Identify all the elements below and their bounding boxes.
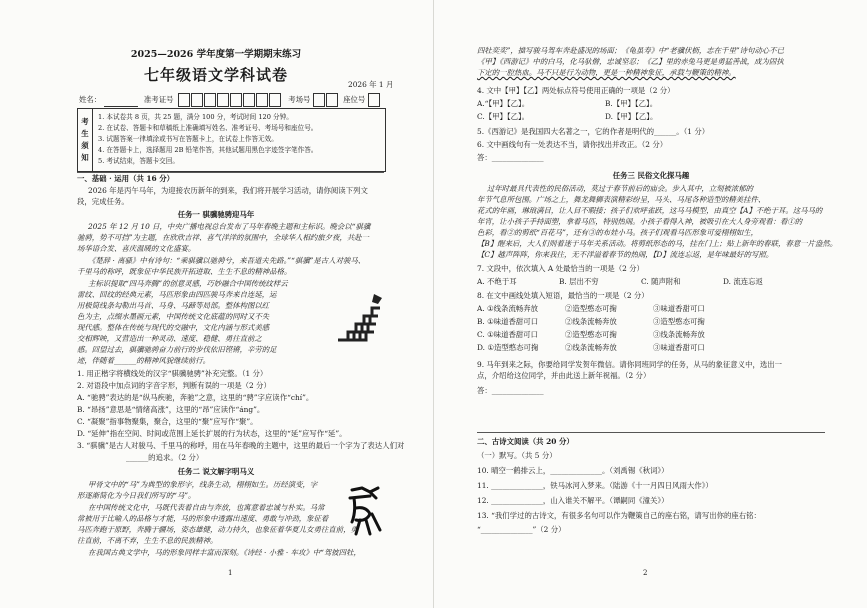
question-13[interactable]: “______________”（2 分）	[477, 525, 566, 534]
q2-option: C. “凝聚”指事物聚集，聚合，这里的“聚”应写作“聚”。	[77, 417, 258, 426]
q2-option: A. “驰骋”表达的是“纵马疾驰，奔驰”之意，这里的“骋”字应读作“chí”。	[77, 393, 314, 402]
intro-line: 段，完成任务。	[77, 197, 129, 206]
q8-option: D. ①造型憨态可掬	[477, 343, 539, 352]
paragraph-line: 主标识提取“四马奔腾”的创意灵感，巧妙融合中国传统纹样云	[88, 279, 288, 288]
answer-line[interactable]: 答：______________	[477, 153, 544, 162]
section-2-heading: 二、古诗文阅读（共 20 分）	[477, 437, 574, 446]
exam-title: 七年级语文学科试卷	[143, 66, 288, 84]
question-13: 13. “我们学过的古诗文，有很多名句可以作为鞭策自己的座右铭，请写出你的座右铭：	[477, 511, 761, 520]
paragraph-line: 2025 年 12 月 10 日，中央广播电视总台发布了马年春晚主题和主标识。晚会以“骐骥	[88, 222, 371, 231]
paragraph-line: 往直前，不离不弃，生生不息的民族精神。	[77, 536, 218, 545]
q8-option: A. ①线条流畅奔放	[477, 304, 539, 313]
q4-option: D.【甲】【乙】。	[605, 112, 658, 121]
paragraph-line: 现代感。整体在传统与现代的交融中，文化内涵与形式美感	[77, 323, 270, 332]
paragraph-line: 驰骋，势不可挡”为主题，在欣欣吉祥、喜气洋洋的氛围中，全球华人相约旅夕夜，共赴一	[77, 233, 370, 242]
notice-item: 4. 在答题卡上，选择题用 2B 铅笔作答，其他试题用黑色字迹签字笔作答。	[98, 146, 318, 154]
paragraph-line: 年节气息所包围。广场之上，舞龙舞狮表演精彩纷呈，马头、马尾各种造型的精美挂件、	[477, 195, 766, 204]
q2-option: B. “昂扬”意思是“情绪高涨”，这里的“昂”应读作“áng”。	[77, 405, 265, 414]
task-1-heading: 任务一 骐骥驰骋迎马年	[177, 210, 255, 219]
paragraph-line: 色为主，点缀水墨画元素，中国传统文化底蕴的同时又不失	[77, 312, 270, 321]
q4-option: B.【甲】【乙】。	[605, 99, 658, 108]
q4-option: C.【甲】【乙】。	[477, 112, 530, 121]
paragraph-line: 花式的年画，琳琅满目，让人目不暇接；孩子们欢呼雀跃，这马马模型，由真空【A】不绝于耳。这马马的	[477, 206, 823, 215]
q8-option: ③味道香甜可口	[653, 304, 705, 313]
page-right	[435, 0, 867, 608]
question-5: 5.《西游记》是我国四大名著之一，它的作者是明代的______。（1 分）	[477, 127, 710, 136]
question-10: 10. 晴空一鹤排云上，______________。（刘禹锡《秋词》）	[477, 466, 669, 475]
exam-notice	[77, 108, 386, 172]
notice-item: 3. 试题答案一律填涂或书写在答题卡上，在试卷上作答无效。	[98, 135, 278, 143]
room-label: 考场号	[288, 95, 311, 104]
year-title: 2025—2026 学年度第一学期期末练习	[130, 49, 302, 60]
q7-option: B. 层出不穷	[559, 277, 599, 286]
q8-option: C. ①味道香甜可口	[477, 330, 539, 339]
q8-option: ②造型憨态可掬	[565, 304, 617, 313]
q8-option: B. ①味道香甜可口	[477, 317, 539, 326]
question-6: 6. 文中画线句有一处表达不当，请你找出并改正。（2 分）	[477, 140, 668, 149]
question-7: 7. 文段中，依次填入 A 处最恰当的一项是（2 分）	[477, 264, 644, 273]
oracle-horse-icon	[346, 484, 382, 540]
section-1-heading: 一、基础 · 运用（共 16 分）	[77, 174, 175, 183]
exam-date: 2026 年 1 月	[348, 80, 394, 89]
underlined-sentence: 下定的一腔热血。马不只是行为动物，更是一种精神象征，承载与鞭策的精神。	[477, 68, 736, 77]
paragraph-line: 感。回望过去，骐骥驰骋奋力前行的步伐依旧铿锵，辛劳的足	[77, 345, 277, 354]
q7-option: D. 流连忘返	[723, 277, 763, 286]
paragraph-line: 色彩，看②的剪纸“百花马”，还有③的布娃小马。孩子们观看马匹形象可爱栩栩如生，	[477, 228, 759, 237]
page-divider	[433, 0, 434, 608]
name-field[interactable]	[104, 97, 138, 107]
question-8: 8. 在文中画线处填入短语，最恰当的一项是（2 分）	[477, 291, 649, 300]
q8-option: ②线条流畅奔放	[565, 317, 617, 326]
task-3-heading: 任务三 民俗文化探马趣	[612, 171, 690, 180]
sub-section-heading: （一）默写。（共 5 分）	[477, 451, 557, 460]
paragraph-line: 雷纹、回纹的经典元素，马匹形象由四匹骏马奔来自连延，运	[77, 290, 277, 299]
page-number: 2	[643, 569, 648, 577]
question-9: 点，介绍给这位同学，并由此送上新年祝福。（2 分）	[477, 371, 651, 380]
q8-option: ③线条流畅奔放	[653, 330, 705, 339]
q2-option: D. “延伸”指在空间、时间或范围上延长扩展的行为状态，这里的“延”应写作“延”。	[77, 429, 347, 438]
paragraph-line: 千里马的称呼，既象征中华民族开拓进取、生生不息的精神品格。	[77, 267, 292, 276]
notice-head	[78, 109, 93, 171]
room-boxes[interactable]	[313, 95, 339, 104]
question-11: 11. ______________，铁马冰河入梦来。（陆游《十一月四日风雨大作》）	[477, 481, 713, 490]
paragraph-line: 马匹奔跑于原野，奔腾于疆场，姿态雄健，动力持久，也象征着华夏儿女勇往直前，勇	[77, 525, 358, 534]
q4-option: A.“【甲】【乙】。	[477, 99, 530, 108]
paragraph-line: 《楚辞 · 离骚》中有诗句：“乘骐骥以驰骋兮，来吾道夫先路。”“骐骥”是古人对骏马、	[88, 256, 366, 265]
exam-no-label: 准考证号	[143, 95, 174, 104]
paragraph-line: 过年时最具代表性的民俗活动，莫过于春节前后的庙会。步入其中，立刻被浓郁的	[487, 184, 754, 193]
paragraph-line: 常被用于比喻人的品格与才能，马的形象中透露出速度、勇敢与冲劲，象征着	[77, 514, 329, 523]
q7-option: C. 随声附和	[641, 277, 681, 286]
q8-option: ③造型憨态可掬	[653, 317, 705, 326]
question-1: 1. 用正楷字将横线处的汉字“骐骥驰骋”补充完整。（1 分）	[77, 369, 268, 378]
paragraph-line: 在我国古典文学中，马的形象同样丰富而深刻。《诗经 · 小雅 · 车攻》中“驾彼四牡，	[88, 548, 361, 557]
paragraph-line: 场华语合发、喜庆温暖的文化盛宴。	[77, 244, 196, 253]
notice-item: 5. 考试结束，答题卡交回。	[98, 157, 179, 165]
question-12: 12. ______________，山入谁关不解平。（谭嗣同《潼关》）	[477, 496, 669, 505]
notice-item: 1. 本试卷共 8 页，共 25 题，满分 100 分，考试时间 120 分钟。	[98, 113, 293, 121]
q8-option: ③味道香甜可口	[653, 343, 705, 352]
q8-option: ②线条流畅奔放	[565, 343, 617, 352]
question-4: 4. 文中【甲】【乙】两处标点符号使用正确的一项是（2 分）	[477, 86, 675, 95]
page-number: 1	[228, 569, 233, 577]
paragraph-line: 《甲】《西游记》中的白马，化马驮僧，忠诚坚忍；《乙】里的赤兔马更是勇猛善战，成为固执	[477, 57, 784, 66]
question-2: 2. 对语段中加点词的字音字形，判断有误的一项是（2 分）	[77, 381, 271, 390]
notice-head-char: 生	[81, 129, 89, 138]
candidate-row	[79, 93, 381, 107]
page-left	[0, 0, 432, 608]
name-label: 姓名：	[79, 95, 102, 104]
paragraph-line: 甲骨文中的“马”为典型的象形字，线条生动，栩栩如生。历经演变，字	[88, 480, 318, 489]
notice-item: 2. 在试卷、答题卡和草稿纸上准确填写姓名、准考证号、考场号和座位号。	[98, 124, 318, 132]
paragraph-line: 用极简线条勾勒出马首、马身、马蹄等局部。整体构图以红	[77, 301, 270, 310]
task-2-heading: 任务二 说文解字明马义	[177, 467, 255, 476]
divider-line	[77, 172, 384, 173]
divider-line	[477, 432, 825, 433]
seat-boxes[interactable]	[368, 95, 381, 104]
question-9: 9. 马年到来之际，你要给同学发贺年微信。请你同班同学的任务，从马的象征意义中，选出一	[477, 360, 783, 369]
question-3-tail: ______的追求。（2 分）	[126, 453, 204, 462]
exam-no-boxes[interactable]	[178, 95, 282, 104]
q7-option: A. 不绝于耳	[477, 277, 517, 286]
seat-label: 座位号	[343, 95, 366, 104]
paragraph-line: 交相辉映，又营造出一种灵动、速度、稳健、勇往直前之	[77, 334, 262, 343]
paragraph-line: 【B】醒来后，大人们则着迷于马年关系活动。将剪纸形态的马，挂在门上；贴上新年的春联，春意一片盎然。	[477, 239, 838, 248]
paragraph-line: 年宵，让小孩子手持面塑，拿着马匹，特别热闹。小孩子看得入神，被吸引在大人身旁观看：看①的	[477, 217, 803, 226]
q8-option: ②造型憨态可掬	[565, 330, 617, 339]
notice-head-char: 须	[81, 141, 89, 150]
paragraph-line: 迹，伴随着______的精神风貌继续前行。	[77, 356, 211, 365]
paragraph-line: 【C】越声阵阵，你来我往，无不洋溢着春节的热闹，【D】流连忘返，是年味最好的写照。	[477, 250, 774, 259]
paragraph-line: 四牡奕奕”，描写骏马驾车奔赴盛况的场面；《龟虽寿》中“老骥伏枥，志在千里”诗句动心不已	[477, 46, 784, 55]
horse-logo-icon	[334, 286, 386, 344]
notice-head-char: 考	[81, 117, 89, 126]
notice-head-char: 知	[81, 153, 89, 162]
intro-line: 2026 年是丙午马年，为迎接农历新年的到来，我们将开展学习活动，请你阅读下列文	[88, 186, 368, 195]
answer-line[interactable]: 答：______________	[477, 386, 544, 395]
question-3: 3. “骐骥”是古人对骏马、千里马的称呼，用在马年春晚的主题中，这里的最后一个字为了表达人们对	[77, 441, 405, 450]
paragraph-line: 形逐渐简化为今日我们所写的“马”。	[77, 491, 196, 500]
paragraph-line: 在中国传统文化中，马既代表着自由与奔放，也寓意着忠诚与朴实。马常	[88, 503, 325, 512]
